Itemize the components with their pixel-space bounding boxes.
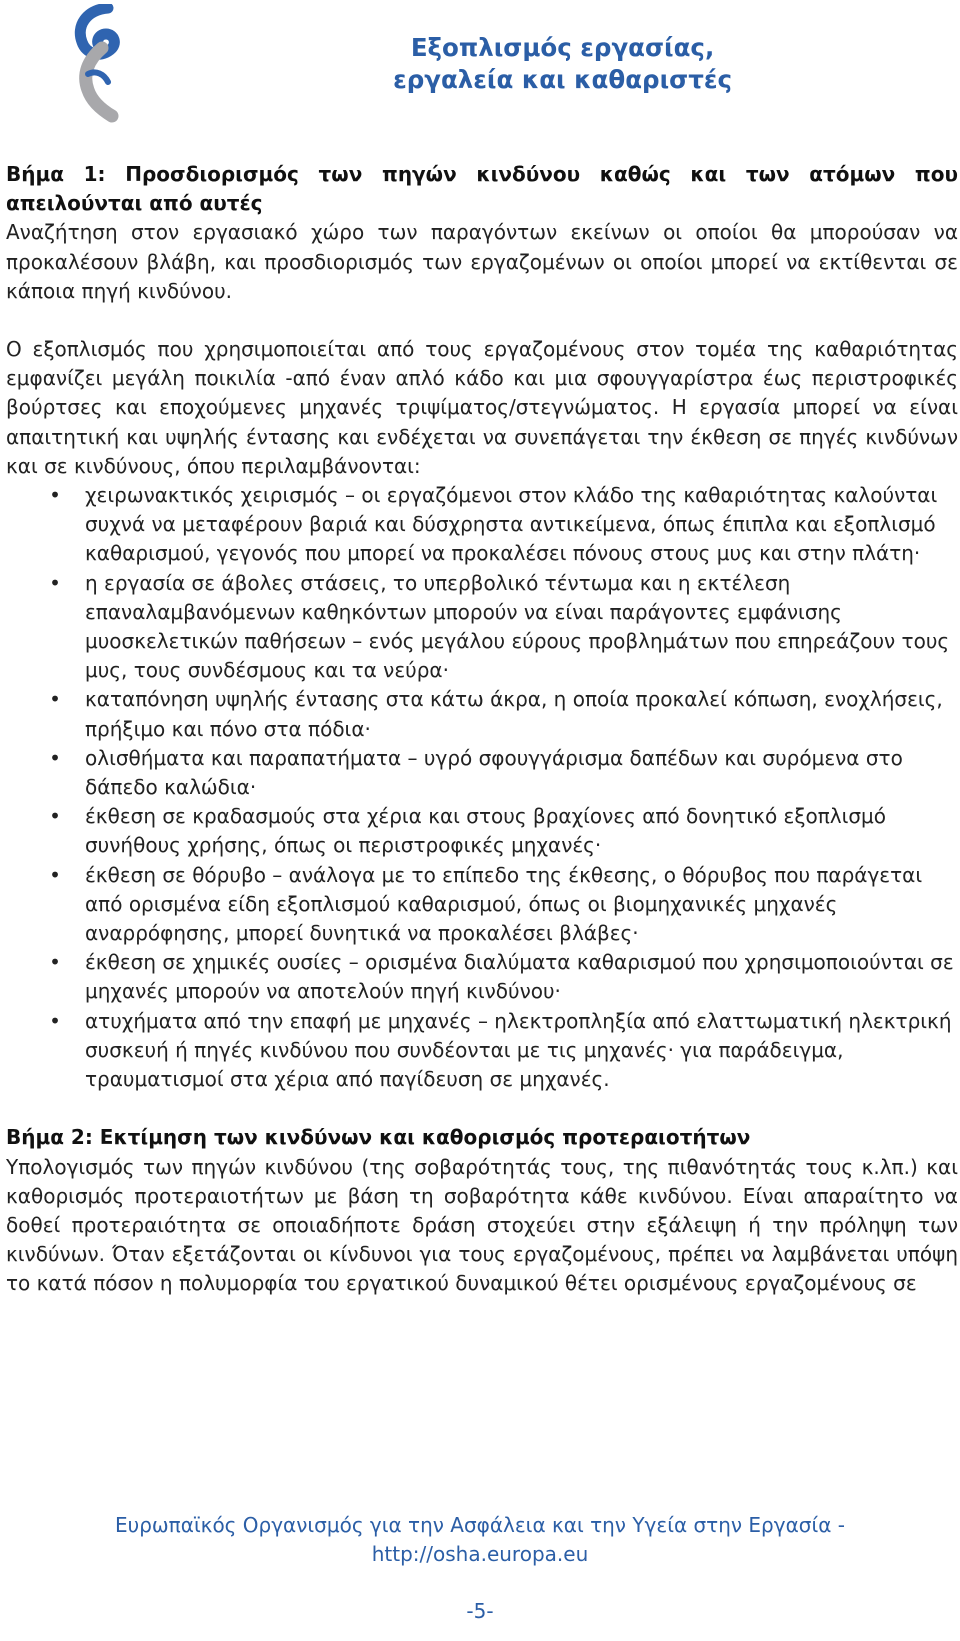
list-item (49, 802, 958, 860)
bullet-icon: • (49, 950, 61, 975)
hazard-list (6, 481, 958, 1094)
bullet-icon: • (49, 1008, 61, 1033)
bullet-icon: • (49, 570, 61, 595)
list-item-text: καταπόνηση υψηλής έντασης στα κάτω άκρα, η οποία προκαλεί κόπωση, ενοχλήσεις, πρήξιμο και πόνο στα πόδια· (85, 687, 943, 741)
document-title-line1: Εξοπλισμός εργασίας, (410, 33, 715, 62)
footer-url: http://osha.europa.eu (371, 1542, 589, 1566)
list-item (49, 744, 958, 802)
list-item-text: χειρωνακτικός χειρισμός – οι εργαζόμενοι στον κλάδο της καθαριότητας καλούνται συχνά να μεταφέρουν βαριά και δύσχρηστα αντικείμενα, όπως έπιπλα και εξοπλισμό καθαρισμού, γεγονός που μπορεί να προκαλέσει πόνους στους μυς και στην πλάτη· (85, 483, 938, 566)
bullet-icon: • (49, 483, 61, 508)
list-item-text: ολισθήματα και παραπατήματα – υγρό σφουγγάρισμα δαπέδων και συρόμενα στο δάπεδο καλώδια· (85, 745, 903, 800)
list-item (49, 569, 958, 686)
page-number: -5- (466, 1599, 494, 1623)
list-item-text: έκθεση σε κραδασμούς στα χέρια και στους βραχίονες από δονητικό εξοπλισμό συνήθους χρήσης, όπως οι περιστροφικές μηχανές· (85, 804, 887, 858)
step1-paragraph: Ο εξοπλισμός που χρησιμοποιείται από τους εργαζομένους στον τομέα της καθαριότητας εμφανίζει μεγάλη ποικιλία -από έναν απλό κάδο και μια σφουγγαρίστρα έως περιστροφικές βούρτσες και εποχούμενες μηχανές τριψίματος/στεγνώματος. Η εργασία μπορεί να είναι απαιτητική και υψηλής έντασης και ενδέχεται να συνεπάγεται την έκθεση σε πηγές κινδύνων και σε κινδύνους, όπου περιλαμβάνονται: (6, 337, 958, 478)
paragraph-spacer (6, 306, 958, 335)
list-item-text: ατυχήματα από την επαφή με μηχανές – ηλεκτροπληξία από ελαττωματική ηλεκτρική συσκευή ή πηγές κινδύνου που συνδέονται με τις μηχανές· για παράδειγμα, τραυματισμοί στα χέρια από παγίδευση σε μηχανές. (85, 1008, 952, 1092)
list-item-text: η εργασία σε άβολες στάσεις, το υπερβολικό τέντωμα και η εκτέλεση επαναλαμβανόμενων καθηκόντων μπορούν να είναι παράγοντες εμφάνισης μυοσκελετικών παθήσεων – ενός μεγάλου εύρους προβλημάτων που επηρεάζουν τους μυς, τους συνδέσμους και τα νεύρα· (85, 570, 950, 683)
list-item (49, 861, 958, 949)
step1-heading: Βήμα 1: Προσδιορισμός των πηγών κινδύνου καθώς και των ατόμων που απειλούνται από αυτές (6, 162, 958, 216)
footer-organization: Ευρωπαϊκός Οργανισμός για την Ασφάλεια και την Υγεία στην Εργασία - (115, 1513, 845, 1537)
step2-paragraph: Υπολογισμός των πηγών κινδύνου (της σοβαρότητάς τους, της πιθανότητάς τους κ.λπ.) και καθορισμός προτεραιοτήτων με βάση τη σοβαρότητα κάθε κινδύνου. Είναι απαραίτητο να δοθεί προτεραιότητα σε οποιαδήποτε δράση στοχεύει στην εξάλειψη ή την πρόληψη των κινδύνων. Όταν εξετάζονται οι κίνδυνοι για τους εργαζομένους, πρέπει να λαμβάνεται υπόψη το κατά πόσον η πολυμορφία του εργατικού δυναμικού θέτει ορισμένους εργαζομένους σε (6, 1154, 958, 1296)
list-item-text: έκθεση σε χημικές ουσίες – ορισμένα διαλύματα καθαρισμού που χρησιμοποιούνται σε μηχανές μπορούν να αποτελούν πηγή κινδύνου· (85, 950, 954, 1004)
page-footer (0, 1511, 960, 1569)
list-item (49, 481, 958, 569)
list-item (49, 685, 958, 743)
bullet-icon: • (49, 804, 61, 829)
list-item-text: έκθεση σε θόρυβο – ανάλογα με το επίπεδο της έκθεσης, ο θόρυβος που παράγεται από ορισμένα είδη εξοπλισμού καθαρισμού, όπως οι βιομηχανικές μηχανές αναρρόφησης, μπορεί δυνητικά να προκαλέσει βλάβες· (85, 862, 923, 946)
document-title-line2: εργαλεία και καθαριστές (393, 65, 732, 94)
eu-osha-logo (58, 4, 140, 126)
step2-heading: Βήμα 2: Εκτίμηση των κινδύνων και καθορισμός προτεραιοτήτων (6, 1125, 751, 1150)
bullet-icon: • (49, 745, 61, 770)
paragraph-spacer (6, 1094, 958, 1123)
bullet-icon: • (49, 687, 61, 712)
list-item (49, 1007, 958, 1095)
document-title (393, 32, 732, 96)
document-body (6, 160, 958, 1299)
list-item (49, 948, 958, 1006)
bullet-icon: • (49, 862, 61, 887)
step1-intro: Αναζήτηση στον εργασιακό χώρο των παραγόντων εκείνων οι οποίοι θα μπορούσαν να προκαλέσουν βλάβη, και προσδιορισμός των εργαζομένων οι οποίοι μπορεί να εκτίθενται σε κάποια πηγή κινδύνου. (6, 220, 958, 303)
